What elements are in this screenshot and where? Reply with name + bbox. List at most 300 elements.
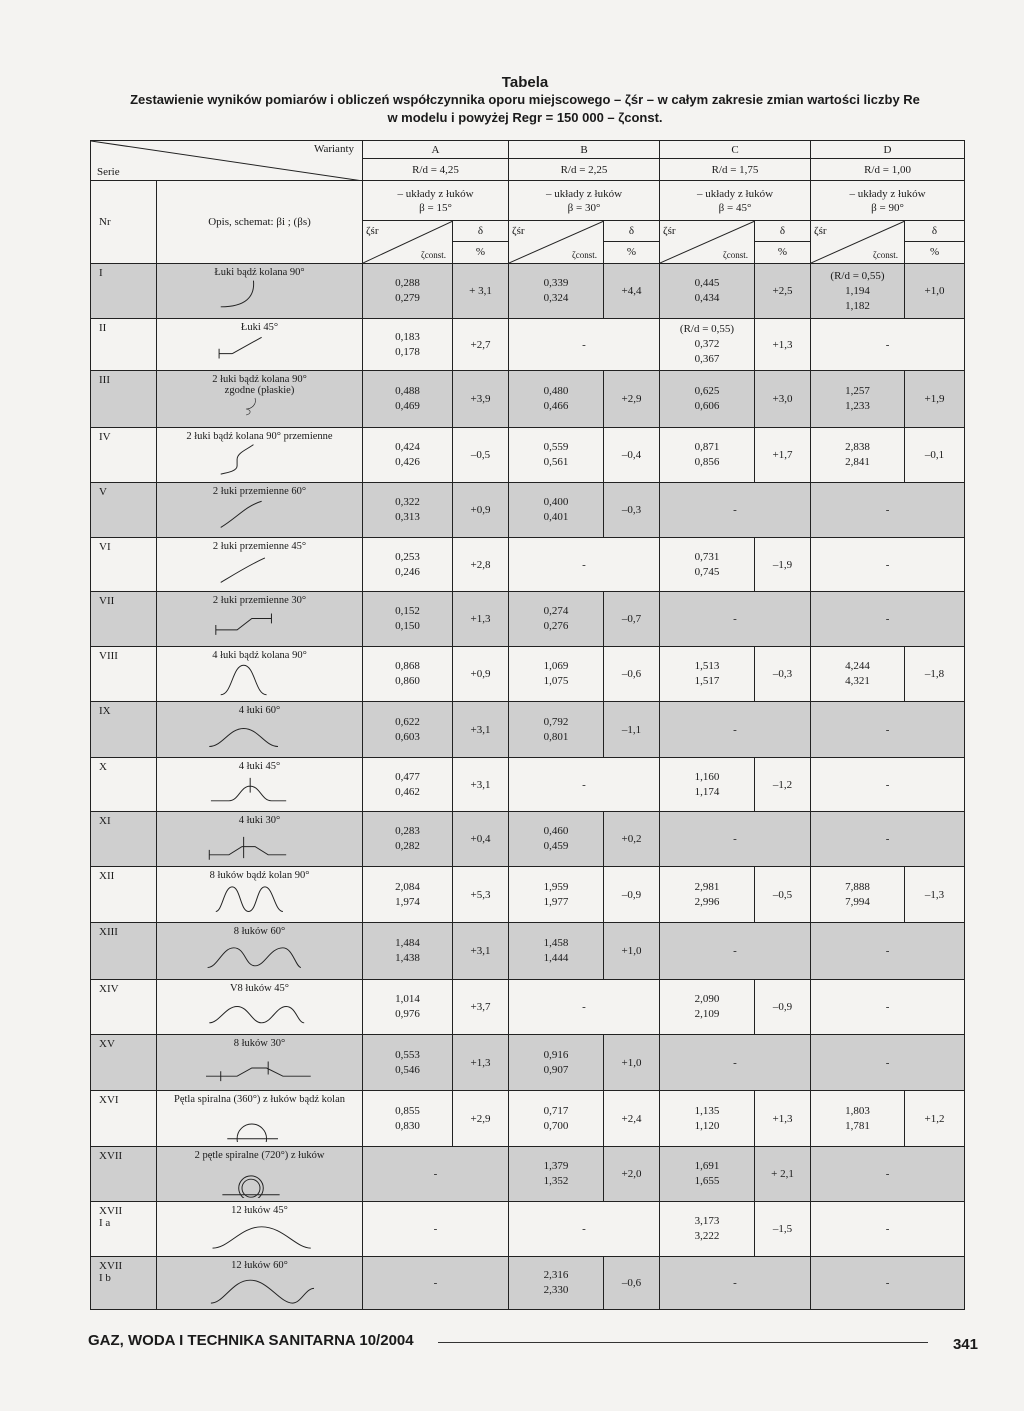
variant-d-letter: D (811, 141, 965, 159)
variant-a-delta: +0,9 (453, 483, 509, 538)
zeta-sr-value: 0,372 (694, 338, 720, 350)
row-description-text: 8 łuków 30° (233, 1038, 286, 1049)
zeta-const-value: 1,977 (543, 895, 569, 908)
variant-d-empty: - (811, 1202, 965, 1257)
row-nr-text: XV (99, 1038, 115, 1050)
row-description (157, 867, 363, 923)
variant-b-delta: –0,6 (604, 647, 660, 702)
variant-b-delta: +2,4 (604, 1091, 660, 1147)
variant-c-zeta (660, 1202, 755, 1257)
zeta-sr-value: 0,488 (395, 385, 420, 397)
row-nr-text: XI (99, 815, 111, 827)
variant-a-delta: + 3,1 (453, 264, 509, 319)
row-description-text: 12 łuków 60° (231, 1260, 288, 1271)
zeta-sr-value: 0,792 (543, 715, 569, 728)
delta-label: δ (755, 221, 810, 242)
variant-d-delta: –1,3 (905, 867, 965, 923)
table-row (91, 483, 965, 538)
zeta-sr-value: 0,445 (694, 277, 720, 289)
table-row (91, 867, 965, 923)
zeta-const-value: 0,279 (395, 292, 420, 304)
table-row (91, 428, 965, 483)
zeta-sr-value: 0,731 (694, 550, 720, 563)
serie-warianty-header (91, 141, 363, 181)
variant-c-delta: –0,5 (755, 867, 811, 923)
row-description (157, 1202, 363, 1257)
zeta-const-value: 0,860 (395, 675, 420, 687)
variant-c-zeta (660, 867, 755, 923)
variant-c-delta: –1,5 (755, 1202, 811, 1257)
row-description-text: Łuki bądź kolana 90° (214, 267, 305, 278)
zeta-sr-label: ζśr (512, 225, 525, 237)
row-description (157, 371, 363, 428)
zeta-sr-value: 1,194 (845, 284, 870, 297)
variant-d-empty: - (811, 812, 965, 867)
variant-d-empty: - (811, 592, 965, 647)
row-description-text: 4 łuki bądź kolana 90° (212, 650, 307, 661)
variant-c-rd: R/d = 1,75 (660, 159, 811, 181)
row-nr (91, 319, 157, 371)
row-nr-text: XIV (99, 983, 119, 995)
variant-a-zeta (363, 371, 453, 428)
row-nr-text: V (99, 486, 107, 498)
variant-b-delta: +1,0 (604, 1035, 660, 1091)
variant-d-empty: - (811, 1257, 965, 1310)
zeta-sr-value: 1,691 (694, 1160, 720, 1172)
row-nr (91, 867, 157, 923)
zeta-const-value: 0,606 (694, 400, 720, 412)
variant-b-zeta (509, 1147, 604, 1202)
zeta-const-value: 0,856 (694, 456, 720, 468)
variant-c-zeta (660, 371, 755, 428)
variant-c-delta-header (755, 221, 811, 264)
variant-a-delta: +0,4 (453, 812, 509, 867)
zeta-sr-value: 0,460 (543, 825, 569, 837)
title-line-3: w modelu i powyżej Regr = 150 000 – ζconst. (387, 110, 663, 125)
variant-c-delta: +3,0 (755, 371, 811, 428)
row-description (157, 483, 363, 538)
table-row (91, 1091, 965, 1147)
row-nr-text: XVII (99, 1205, 123, 1217)
row-description (157, 1147, 363, 1202)
row-description-text: 2 łuki przemienne 60° (212, 486, 307, 497)
variant-d-empty: - (811, 1035, 965, 1091)
variant-d-zeta (811, 371, 905, 428)
zeta-sr-value: 0,339 (543, 277, 569, 289)
variant-c-zeta (660, 1091, 755, 1147)
zeta-const-value: 0,150 (395, 620, 420, 632)
variant-d-zeta (811, 867, 905, 923)
delta-label: δ (604, 221, 659, 242)
zeta-const-value: 2,330 (543, 1284, 569, 1296)
variant-a-empty: - (363, 1202, 509, 1257)
row-description (157, 980, 363, 1035)
zeta-sr-value: 0,424 (395, 441, 420, 453)
zeta-const-value: 2,109 (694, 1008, 720, 1020)
zeta-const-value: 0,801 (543, 730, 569, 743)
row-description-text: V8 łuków 45° (229, 983, 290, 994)
zeta-sr-value: 0,916 (543, 1048, 569, 1061)
variant-a-empty: - (363, 1147, 509, 1202)
variant-c-delta: +1,3 (755, 1091, 811, 1147)
variant-c-delta: + 2,1 (755, 1147, 811, 1202)
zeta-sr-value: 1,484 (395, 937, 420, 949)
variant-b-zeta-header (509, 221, 604, 264)
zeta-sr-value: 1,135 (694, 1104, 720, 1117)
eight-bends-30-icon (192, 1050, 328, 1086)
variant-d-empty: - (811, 538, 965, 592)
variant-c-zeta (660, 647, 755, 702)
row-nr-text: VII (99, 595, 115, 607)
variant-c-empty: - (660, 923, 811, 980)
zeta-const-value: 1,444 (543, 952, 569, 964)
warianty-label: Warianty (313, 143, 354, 155)
zeta-sr-value: 0,559 (543, 441, 569, 453)
journal-name: GAZ, WODA I TECHNIKA SANITARNA 10/2004 (88, 1332, 414, 1349)
table-row (91, 923, 965, 980)
zeta-const-value: 1,182 (845, 299, 870, 312)
zeta-const-value: 0,546 (395, 1063, 420, 1076)
variant-d-uklady (811, 181, 965, 221)
variant-a-letter: A (363, 141, 509, 159)
zeta-sr-value: 0,477 (395, 770, 420, 783)
variant-a-zeta (363, 319, 453, 371)
variant-c-delta: –0,9 (755, 980, 811, 1035)
footer-rule (438, 1342, 928, 1343)
percent-label: % (929, 246, 940, 258)
row-description (157, 592, 363, 647)
row-description (157, 812, 363, 867)
zeta-sr-value: 0,625 (694, 385, 720, 397)
zeta-sr-value: 1,257 (845, 385, 870, 397)
zeta-const-value: 1,781 (845, 1119, 870, 1132)
zeta-sr-value: 2,090 (694, 993, 720, 1005)
variant-b-empty: - (509, 538, 660, 592)
variant-a-beta: β = 15° (419, 201, 452, 214)
zeta-const-value: 0,700 (543, 1119, 569, 1132)
row-nr-text: IX (99, 705, 111, 717)
zeta-const-value: 0,745 (694, 565, 720, 578)
variant-a-delta: +3,7 (453, 980, 509, 1035)
variant-d-zeta (811, 647, 905, 702)
row-description-text: 4 łuki 30° (238, 815, 281, 826)
row-nr-text: XVII (99, 1260, 123, 1272)
variant-a-delta: +3,1 (453, 758, 509, 812)
variant-d-empty: - (811, 319, 965, 371)
zeta-sr-label: ζśr (366, 225, 379, 237)
variant-b-delta: +1,0 (604, 923, 660, 980)
row-nr (91, 1091, 157, 1147)
nr-header: Nr (91, 181, 157, 264)
variant-a-delta: +3,1 (453, 702, 509, 758)
variant-b-zeta (509, 592, 604, 647)
page-number: 341 (952, 1336, 978, 1353)
zeta-sr-value: 1,379 (543, 1160, 569, 1172)
row-description-text: 2 pętle spiralne (720°) z łuków (194, 1150, 325, 1161)
bend-45-icon (192, 334, 328, 370)
zeta-sr-value: 0,322 (395, 496, 420, 508)
zeta-const-value: 4,321 (845, 675, 870, 687)
variant-c-delta: +1,3 (755, 319, 811, 371)
two-bends-planar-icon (192, 397, 328, 419)
variant-c-zeta (660, 538, 755, 592)
row-description (157, 319, 363, 371)
zeta-sr-value: 1,458 (543, 937, 569, 949)
zeta-const-label: ζconst. (572, 250, 598, 260)
row-nr-text: VI (99, 541, 111, 553)
variant-a-delta: +3,9 (453, 371, 509, 428)
variant-d-rd: R/d = 1,00 (811, 159, 965, 181)
zeta-sr-value: 3,173 (694, 1215, 720, 1227)
zeta-const-value: 0,434 (694, 292, 720, 304)
page-footer (88, 1332, 988, 1356)
zeta-sr-value: 0,288 (395, 277, 420, 289)
variant-d-delta: –0,1 (905, 428, 965, 483)
zeta-sr-value: 0,868 (395, 660, 420, 672)
variant-a-zeta-header (363, 221, 453, 264)
title-line-2: Zestawienie wyników pomiarów i obliczeń współczynnika oporu miejscowego – ζśr – w całym zakresie zmian wartości liczby Re (130, 92, 920, 107)
zeta-sr-value: 4,244 (845, 660, 870, 672)
zeta-const-value: 1,655 (694, 1175, 720, 1187)
row-nr (91, 483, 157, 538)
zeta-sr-value: 0,152 (395, 605, 420, 617)
eight-bends-60-icon (192, 938, 328, 974)
results-table (90, 140, 965, 1310)
variant-c-zeta (660, 980, 755, 1035)
variant-b-zeta (509, 923, 604, 980)
eight-bends-45-icon (192, 995, 328, 1031)
variant-b-zeta (509, 1035, 604, 1091)
table-row (91, 980, 965, 1035)
row-description-text: 2 łuki bądź kolana 90° przemienne (186, 431, 333, 442)
variant-a-zeta (363, 702, 453, 758)
opis-header: Opis, schemat: βi ; (βs) (157, 181, 363, 264)
variant-b-delta: –0,7 (604, 592, 660, 647)
zeta-const-value: 0,367 (694, 353, 720, 365)
row-description (157, 264, 363, 319)
zeta-sr-value: 1,160 (694, 770, 720, 783)
variant-c-delta: +1,7 (755, 428, 811, 483)
zeta-sr-value: 0,553 (395, 1048, 420, 1061)
zeta-const-value: 1,438 (395, 952, 420, 964)
variant-c-uklady-text: – układy z łuków (696, 187, 774, 200)
variant-c-uklady (660, 181, 811, 221)
zeta-condition: (R/d = 0,55) (830, 269, 885, 282)
delta-label: δ (905, 221, 964, 242)
variant-b-rd: R/d = 2,25 (509, 159, 660, 181)
variant-d-zeta (811, 1091, 905, 1147)
table-row (91, 1147, 965, 1202)
variant-b-zeta (509, 1257, 604, 1310)
variant-a-zeta (363, 264, 453, 319)
zeta-sr-value: 1,959 (543, 880, 569, 893)
row-nr (91, 1035, 157, 1091)
zeta-const-value: 0,561 (543, 456, 569, 468)
variant-c-empty: - (660, 812, 811, 867)
zeta-condition: (R/d = 0,55) (679, 323, 735, 335)
variant-c-zeta (660, 428, 755, 483)
variant-b-delta: +2,0 (604, 1147, 660, 1202)
variant-a-zeta (363, 428, 453, 483)
zeta-sr-value: 1,014 (395, 993, 420, 1005)
variant-a-zeta (363, 1091, 453, 1147)
variant-b-zeta (509, 428, 604, 483)
row-description-text-2: zgodne (płaskie) (224, 385, 295, 396)
variant-c-zeta (660, 758, 755, 812)
two-bends-30-icon (192, 607, 328, 643)
row-description-text: 2 łuki przemienne 30° (212, 595, 307, 606)
row-nr-text: XVI (99, 1094, 119, 1106)
zeta-sr-value: 2,981 (694, 880, 720, 893)
row-nr (91, 264, 157, 319)
four-bends-60-icon (192, 717, 328, 753)
zeta-const-value: 0,426 (395, 456, 420, 468)
variant-a-uklady-text: – układy z łuków (397, 187, 474, 200)
row-description (157, 1091, 363, 1147)
four-bends-90-icon (192, 662, 328, 698)
variant-d-zeta (811, 428, 905, 483)
zeta-const-value: 0,462 (395, 785, 420, 798)
variant-d-zeta (811, 264, 905, 319)
variant-b-delta: –1,1 (604, 702, 660, 758)
zeta-const-label: ζconst. (873, 250, 899, 260)
row-nr-text: XII (99, 870, 115, 882)
row-nr-text: XIII (99, 926, 118, 938)
variant-c-empty: - (660, 1257, 811, 1310)
variant-d-empty: - (811, 702, 965, 758)
zeta-sr-value: 0,283 (395, 825, 420, 837)
variant-c-empty: - (660, 483, 811, 538)
variant-d-empty: - (811, 923, 965, 980)
table-row (91, 812, 965, 867)
row-description (157, 538, 363, 592)
zeta-const-value: 0,276 (543, 620, 569, 632)
variant-b-empty: - (509, 758, 660, 812)
zeta-const-value: 0,178 (395, 345, 420, 358)
zeta-const-value: 1,352 (543, 1175, 569, 1187)
row-nr (91, 980, 157, 1035)
percent-label: % (777, 246, 788, 258)
zeta-sr-value: 0,274 (543, 605, 569, 617)
row-nr (91, 1202, 157, 1257)
variant-b-delta-header (604, 221, 660, 264)
zeta-const-value: 0,246 (395, 565, 420, 578)
zeta-sr-value: 2,838 (845, 441, 870, 453)
zeta-sr-value: 2,084 (395, 880, 420, 893)
variant-b-zeta (509, 371, 604, 428)
row-nr (91, 702, 157, 758)
zeta-const-value: 3,222 (694, 1230, 720, 1242)
variant-a-zeta (363, 867, 453, 923)
variant-b-zeta (509, 1091, 604, 1147)
variant-a-empty: - (363, 1257, 509, 1310)
table-row (91, 1202, 965, 1257)
row-nr-text: I (99, 267, 103, 279)
zeta-sr-label: ζśr (814, 225, 827, 237)
zeta-const-value: 0,603 (395, 730, 420, 743)
zeta-const-value: 0,324 (543, 292, 569, 304)
variant-d-delta: +1,9 (905, 371, 965, 428)
row-nr (91, 647, 157, 702)
eight-bends-90-icon (192, 882, 328, 918)
zeta-sr-value: 0,253 (395, 550, 420, 563)
zeta-const-value: 0,282 (395, 840, 420, 852)
zeta-const-value: 0,830 (395, 1119, 420, 1132)
variant-c-empty: - (660, 1035, 811, 1091)
row-description-text: 4 łuki 45° (238, 761, 281, 772)
row-nr (91, 1147, 157, 1202)
row-description-text: 2 łuki przemienne 45° (212, 541, 307, 552)
zeta-const-value: 0,459 (543, 840, 569, 852)
delta-label: δ (453, 221, 508, 242)
row-nr-sub: I a (99, 1217, 111, 1229)
row-nr (91, 428, 157, 483)
zeta-sr-value: 0,717 (543, 1104, 569, 1117)
table-row (91, 538, 965, 592)
variant-c-zeta (660, 319, 755, 371)
two-bends-45-icon (192, 553, 328, 589)
variant-d-zeta-header (811, 221, 905, 264)
row-description-text: 2 łuki bądź kolana 90° (212, 374, 307, 385)
zeta-sr-value: 0,871 (694, 441, 720, 453)
variant-a-zeta (363, 923, 453, 980)
zeta-sr-value: 2,316 (543, 1269, 569, 1281)
row-nr (91, 1257, 157, 1310)
variant-b-zeta (509, 483, 604, 538)
variant-a-delta: +5,3 (453, 867, 509, 923)
zeta-sr-value: 1,069 (543, 660, 569, 672)
variant-b-empty: - (509, 319, 660, 371)
variant-c-empty: - (660, 592, 811, 647)
two-bends-alternating-icon (192, 443, 328, 479)
row-description-text: Łuki 45° (240, 322, 279, 333)
variant-a-zeta (363, 538, 453, 592)
variant-b-delta: –0,6 (604, 1257, 660, 1310)
zeta-sr-label: ζśr (663, 225, 676, 237)
twelve-bends-45-icon (192, 1217, 328, 1253)
variant-b-delta: –0,9 (604, 867, 660, 923)
title-line-1: Tabela (501, 74, 549, 91)
variant-a-zeta (363, 592, 453, 647)
variant-c-zeta-header (660, 221, 755, 264)
variant-c-beta: β = 45° (718, 201, 752, 214)
zeta-const-value: 1,075 (543, 675, 569, 687)
variant-a-delta: –0,5 (453, 428, 509, 483)
zeta-const-label: ζconst. (723, 250, 749, 260)
zeta-sr-value: 7,888 (845, 880, 870, 893)
row-nr-text: X (99, 761, 107, 773)
zeta-sr-value: 0,183 (395, 330, 420, 343)
zeta-const-value: 1,974 (395, 895, 420, 908)
row-description (157, 1035, 363, 1091)
row-description-text: 8 łuków bądź kolan 90° (209, 870, 310, 881)
variant-b-delta: +0,2 (604, 812, 660, 867)
variant-a-delta: +2,7 (453, 319, 509, 371)
variant-a-delta-header (453, 221, 509, 264)
table-row (91, 592, 965, 647)
zeta-const-value: 2,996 (694, 895, 720, 908)
variant-b-zeta (509, 702, 604, 758)
double-spiral-loop-icon (192, 1162, 328, 1198)
zeta-sr-value: 1,803 (845, 1104, 870, 1117)
variant-a-rd: R/d = 4,25 (363, 159, 509, 181)
variant-a-zeta (363, 758, 453, 812)
bend-90-icon (192, 279, 328, 315)
variant-a-uklady (363, 181, 509, 221)
variant-d-empty: - (811, 980, 965, 1035)
variant-a-zeta (363, 647, 453, 702)
variant-b-delta: +2,9 (604, 371, 660, 428)
